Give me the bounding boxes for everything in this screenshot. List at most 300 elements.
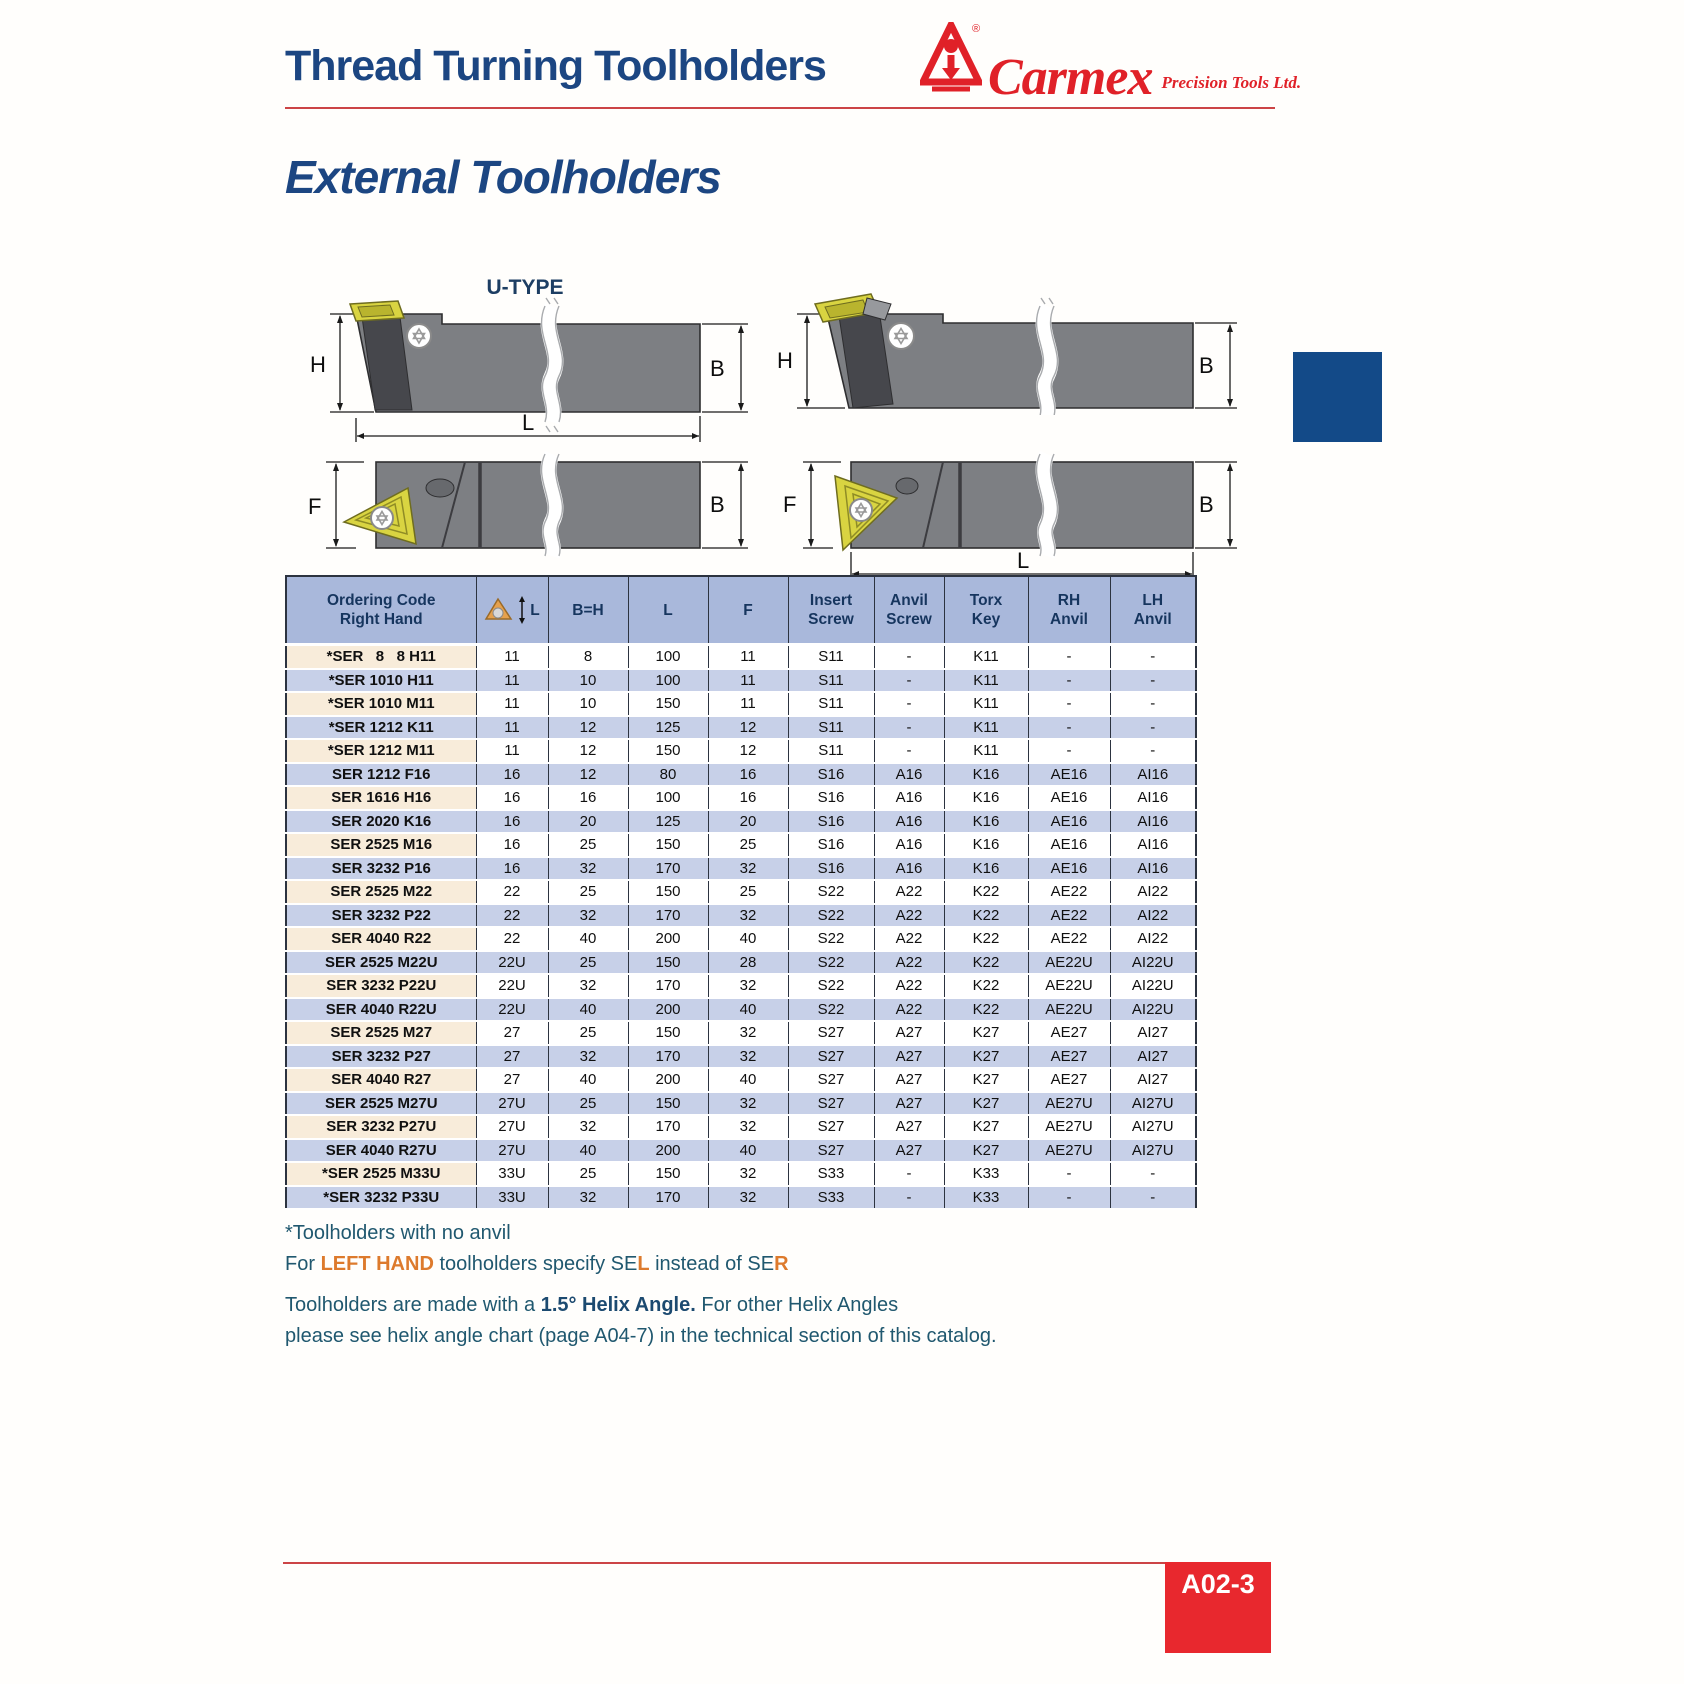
table-row	[286, 716, 1196, 740]
value-cell: AI16	[1110, 857, 1196, 881]
value-cell: 170	[628, 857, 708, 881]
ordering-code-cell: SER 1616 H16	[286, 786, 476, 810]
value-cell: 12	[548, 716, 628, 740]
value-cell: 25	[548, 833, 628, 857]
ordering-code-cell: SER 2525 M22	[286, 880, 476, 904]
ordering-code-cell: SER 2525 M27U	[286, 1092, 476, 1116]
value-cell: S27	[788, 1139, 874, 1163]
value-cell: 40	[708, 927, 788, 951]
value-cell: S27	[788, 1045, 874, 1069]
svg-text:B: B	[710, 356, 725, 381]
value-cell: AI22U	[1110, 998, 1196, 1022]
value-cell: AI22U	[1110, 951, 1196, 975]
torx-screw-icon	[850, 499, 872, 521]
table-row	[286, 1021, 1196, 1045]
value-cell: -	[1110, 1186, 1196, 1210]
value-cell: 150	[628, 880, 708, 904]
section-title: External Toolholders	[285, 151, 721, 203]
value-cell: 170	[628, 1045, 708, 1069]
value-cell: 170	[628, 1186, 708, 1210]
table-row	[286, 645, 1196, 669]
value-cell: AE16	[1028, 833, 1110, 857]
value-cell: 32	[708, 904, 788, 928]
col-header-insert-screw: Insert Screw	[788, 576, 874, 645]
ordering-code-cell: SER 1212 F16	[286, 763, 476, 787]
value-cell: AE22	[1028, 880, 1110, 904]
value-cell: 25	[548, 1092, 628, 1116]
value-cell: 170	[628, 974, 708, 998]
value-cell: -	[874, 645, 944, 669]
col-header-rh-anvil: RH Anvil	[1028, 576, 1110, 645]
table-row	[286, 1045, 1196, 1069]
value-cell: AE16	[1028, 857, 1110, 881]
value-cell: S11	[788, 645, 874, 669]
value-cell: -	[1028, 1162, 1110, 1186]
value-cell: -	[1110, 669, 1196, 693]
value-cell: 10	[548, 692, 628, 716]
toolholder-body	[851, 462, 1193, 548]
value-cell: S27	[788, 1115, 874, 1139]
value-cell: S27	[788, 1092, 874, 1116]
svg-text:L: L	[522, 410, 535, 435]
value-cell: 25	[548, 1021, 628, 1045]
svg-text:H: H	[777, 348, 793, 373]
value-cell: 40	[548, 1068, 628, 1092]
b-dimension	[702, 324, 748, 412]
screw-hole	[426, 479, 454, 497]
value-cell: 170	[628, 1115, 708, 1139]
table-row	[286, 998, 1196, 1022]
note-no-anvil: *Toolholders with no anvil	[285, 1222, 511, 1244]
value-cell: K16	[944, 810, 1028, 834]
value-cell: AI22	[1110, 880, 1196, 904]
value-cell: A22	[874, 880, 944, 904]
value-cell: S11	[788, 692, 874, 716]
value-cell: -	[874, 739, 944, 763]
ordering-code-cell: *SER 1010 M11	[286, 692, 476, 716]
value-cell: AE16	[1028, 810, 1110, 834]
value-cell: 11	[708, 669, 788, 693]
page-number-badge	[1165, 1562, 1271, 1653]
ordering-code-cell: SER 4040 R27	[286, 1068, 476, 1092]
value-cell: 200	[628, 998, 708, 1022]
value-cell: K22	[944, 927, 1028, 951]
value-cell: AI16	[1110, 833, 1196, 857]
value-cell: -	[1110, 692, 1196, 716]
value-cell: K27	[944, 1139, 1028, 1163]
value-cell: AE27	[1028, 1021, 1110, 1045]
col-header-bh: B=H	[548, 576, 628, 645]
value-cell: 100	[628, 786, 708, 810]
col-header-lh-anvil: LH Anvil	[1110, 576, 1196, 645]
value-cell: AE22	[1028, 904, 1110, 928]
value-cell: 27U	[476, 1092, 548, 1116]
ordering-code-cell: *SER 1010 H11	[286, 669, 476, 693]
value-cell: -	[1028, 645, 1110, 669]
value-cell: AE16	[1028, 786, 1110, 810]
value-cell: S22	[788, 974, 874, 998]
carmex-logo	[920, 22, 1302, 107]
value-cell: 11	[708, 645, 788, 669]
value-cell: 125	[628, 810, 708, 834]
blue-corner-marker	[1293, 352, 1382, 442]
note-segment: instead of SE	[649, 1253, 775, 1275]
page-number: A02-3	[1181, 1569, 1255, 1599]
value-cell: 100	[628, 645, 708, 669]
value-cell: AI27U	[1110, 1092, 1196, 1116]
value-cell: AI27	[1110, 1045, 1196, 1069]
table-row	[286, 810, 1196, 834]
ordering-code-cell: SER 3232 P27U	[286, 1115, 476, 1139]
value-cell: K16	[944, 833, 1028, 857]
value-cell: -	[1110, 739, 1196, 763]
value-cell: -	[1028, 739, 1110, 763]
value-cell: K16	[944, 857, 1028, 881]
value-cell: 11	[476, 645, 548, 669]
value-cell: AE27	[1028, 1068, 1110, 1092]
b-dimension	[702, 462, 748, 548]
footer-rule	[283, 1562, 1165, 1564]
value-cell: K33	[944, 1186, 1028, 1210]
ordering-code-cell: *SER 8 8 H11	[286, 645, 476, 669]
value-cell: 12	[548, 763, 628, 787]
b-dimension	[1195, 323, 1237, 408]
note-segment: toolholders specify SE	[433, 1253, 638, 1275]
utype-label: U-TYPE	[486, 276, 564, 299]
value-cell: 33U	[476, 1162, 548, 1186]
note-segment: 1.5° Helix Angle.	[540, 1294, 696, 1316]
value-cell: AE16	[1028, 763, 1110, 787]
value-cell: 32	[708, 1021, 788, 1045]
value-cell: K22	[944, 880, 1028, 904]
value-cell: 32	[708, 974, 788, 998]
value-cell: 40	[548, 998, 628, 1022]
value-cell: AI22	[1110, 904, 1196, 928]
value-cell: A16	[874, 786, 944, 810]
note-segment: L	[637, 1253, 650, 1275]
value-cell: 27U	[476, 1139, 548, 1163]
table-row	[286, 880, 1196, 904]
side-view-drawing-left	[300, 292, 755, 447]
f-dimension	[783, 462, 841, 548]
note-segment: For other Helix Angles	[695, 1294, 899, 1316]
value-cell: A16	[874, 857, 944, 881]
f-dimension	[308, 462, 364, 548]
value-cell: A22	[874, 927, 944, 951]
ordering-code-cell: SER 3232 P27	[286, 1045, 476, 1069]
col-header-l: L	[628, 576, 708, 645]
value-cell: A22	[874, 951, 944, 975]
table-row	[286, 692, 1196, 716]
value-cell: 40	[548, 927, 628, 951]
brand-name: Carmex	[988, 49, 1153, 107]
value-cell: AI16	[1110, 810, 1196, 834]
table-row	[286, 763, 1196, 787]
svg-text:B: B	[1199, 492, 1214, 517]
value-cell: -	[874, 1162, 944, 1186]
col-header-f: F	[708, 576, 788, 645]
value-cell: -	[874, 692, 944, 716]
table-row	[286, 669, 1196, 693]
value-cell: -	[1028, 716, 1110, 740]
svg-text:H: H	[310, 352, 326, 377]
value-cell: AI27U	[1110, 1115, 1196, 1139]
value-cell: 32	[708, 1162, 788, 1186]
value-cell: 22U	[476, 998, 548, 1022]
value-cell: S22	[788, 880, 874, 904]
svg-text:F: F	[783, 492, 797, 517]
page-title: Thread Turning Toolholders	[285, 42, 826, 90]
value-cell: K16	[944, 786, 1028, 810]
toolholder-table-head-row	[286, 576, 1196, 645]
ordering-code-cell: SER 4040 R22	[286, 927, 476, 951]
table-row	[286, 833, 1196, 857]
value-cell: 150	[628, 1021, 708, 1045]
value-cell: 170	[628, 904, 708, 928]
ordering-code-cell: SER 2020 K16	[286, 810, 476, 834]
value-cell: A27	[874, 1115, 944, 1139]
value-cell: 100	[628, 669, 708, 693]
value-cell: 27U	[476, 1115, 548, 1139]
footnotes	[285, 1220, 997, 1354]
value-cell: K27	[944, 1068, 1028, 1092]
value-cell: 11	[708, 692, 788, 716]
ordering-code-cell: SER 2525 M27	[286, 1021, 476, 1045]
value-cell: S22	[788, 927, 874, 951]
value-cell: 150	[628, 833, 708, 857]
note-segment: LEFT HAND	[320, 1253, 434, 1275]
value-cell: K27	[944, 1092, 1028, 1116]
table-row	[286, 904, 1196, 928]
value-cell: A27	[874, 1021, 944, 1045]
value-cell: 10	[548, 669, 628, 693]
value-cell: S11	[788, 669, 874, 693]
value-cell: A27	[874, 1092, 944, 1116]
top-view-drawing-right	[775, 448, 1245, 588]
value-cell: 32	[708, 1092, 788, 1116]
toolholder-body	[376, 462, 700, 548]
value-cell: -	[874, 1186, 944, 1210]
value-cell: 32	[548, 1115, 628, 1139]
screw-hole	[896, 478, 918, 494]
value-cell: 20	[708, 810, 788, 834]
table-row	[286, 1092, 1196, 1116]
ordering-code-cell: SER 2525 M22U	[286, 951, 476, 975]
toolholder-table-body	[286, 645, 1196, 1210]
value-cell: 12	[708, 716, 788, 740]
ordering-code-cell: SER 3232 P22U	[286, 974, 476, 998]
value-cell: 200	[628, 1068, 708, 1092]
value-cell: 12	[548, 739, 628, 763]
value-cell: 22	[476, 927, 548, 951]
value-cell: 11	[476, 692, 548, 716]
value-cell: 200	[628, 927, 708, 951]
value-cell: S16	[788, 763, 874, 787]
value-cell: K11	[944, 739, 1028, 763]
value-cell: -	[1110, 716, 1196, 740]
value-cell: 27	[476, 1045, 548, 1069]
value-cell: 150	[628, 739, 708, 763]
table-row	[286, 927, 1196, 951]
svg-text:B: B	[1199, 353, 1214, 378]
toolholder-table	[285, 575, 1197, 1210]
value-cell: 25	[548, 880, 628, 904]
value-cell: 32	[708, 1045, 788, 1069]
value-cell: K22	[944, 998, 1028, 1022]
ordering-code-cell: *SER 2525 M33U	[286, 1162, 476, 1186]
table-row	[286, 1139, 1196, 1163]
value-cell: AE22U	[1028, 951, 1110, 975]
svg-text:L: L	[1017, 548, 1030, 573]
value-cell: 25	[548, 1162, 628, 1186]
value-cell: -	[874, 716, 944, 740]
value-cell: S16	[788, 833, 874, 857]
value-cell: AE22U	[1028, 974, 1110, 998]
value-cell: S22	[788, 904, 874, 928]
table-row	[286, 951, 1196, 975]
value-cell: 125	[628, 716, 708, 740]
value-cell: AE22	[1028, 927, 1110, 951]
side-view-drawing-right	[775, 290, 1245, 415]
value-cell: 40	[708, 1068, 788, 1092]
table-row	[286, 857, 1196, 881]
value-cell: 32	[548, 1186, 628, 1210]
col-header-torx-key: Torx Key	[944, 576, 1028, 645]
value-cell: 32	[708, 1115, 788, 1139]
value-cell: 22U	[476, 951, 548, 975]
table-row	[286, 1068, 1196, 1092]
col-header-anvil-screw: Anvil Screw	[874, 576, 944, 645]
value-cell: 16	[476, 810, 548, 834]
value-cell: AE22U	[1028, 998, 1110, 1022]
value-cell: A22	[874, 974, 944, 998]
value-cell: 16	[708, 763, 788, 787]
insert-size-icon	[484, 597, 514, 623]
value-cell: 80	[628, 763, 708, 787]
value-cell: S27	[788, 1021, 874, 1045]
value-cell: 16	[708, 786, 788, 810]
value-cell: A27	[874, 1045, 944, 1069]
value-cell: 11	[476, 739, 548, 763]
value-cell: A16	[874, 810, 944, 834]
value-cell: AI27	[1110, 1068, 1196, 1092]
brand-tagline: Precision Tools Ltd.	[1161, 73, 1302, 92]
col-header-ordering-code: Ordering Code Right Hand	[286, 576, 476, 645]
torx-screw-icon	[888, 323, 914, 349]
value-cell: AE27U	[1028, 1092, 1110, 1116]
value-cell: 40	[708, 998, 788, 1022]
table-row	[286, 1162, 1196, 1186]
value-cell: 150	[628, 1162, 708, 1186]
value-cell: 25	[708, 880, 788, 904]
ordering-code-cell: SER 4040 R22U	[286, 998, 476, 1022]
value-cell: 11	[476, 716, 548, 740]
torx-screw-icon	[407, 324, 431, 348]
value-cell: 32	[708, 857, 788, 881]
carmex-logo-icon	[920, 22, 982, 102]
value-cell: S22	[788, 951, 874, 975]
table-row	[286, 1115, 1196, 1139]
value-cell: -	[1110, 645, 1196, 669]
value-cell: K33	[944, 1162, 1028, 1186]
value-cell: 22U	[476, 974, 548, 998]
note-helix-chart: please see helix angle chart (page A04-7) in the technical section of this catalog.	[285, 1325, 997, 1347]
title-rule	[285, 107, 1275, 109]
value-cell: AI22	[1110, 927, 1196, 951]
value-cell: K16	[944, 763, 1028, 787]
note-segment: For	[285, 1253, 321, 1275]
value-cell: 32	[708, 1186, 788, 1210]
table-row	[286, 786, 1196, 810]
ordering-code-cell: *SER 1212 M11	[286, 739, 476, 763]
value-cell: -	[874, 669, 944, 693]
ordering-code-cell: SER 3232 P16	[286, 857, 476, 881]
value-cell: 22	[476, 880, 548, 904]
value-cell: 8	[548, 645, 628, 669]
value-cell: S33	[788, 1186, 874, 1210]
note-left-hand	[285, 1251, 997, 1277]
value-cell: S16	[788, 857, 874, 881]
value-cell: 25	[708, 833, 788, 857]
value-cell: AI27U	[1110, 1139, 1196, 1163]
svg-text:F: F	[308, 494, 322, 519]
table-row	[286, 1186, 1196, 1210]
table-row	[286, 974, 1196, 998]
value-cell: 16	[476, 786, 548, 810]
value-cell: 40	[708, 1139, 788, 1163]
value-cell: 20	[548, 810, 628, 834]
ordering-code-cell: SER 2525 M16	[286, 833, 476, 857]
svg-text:B: B	[710, 492, 725, 517]
l-dimension	[356, 410, 700, 442]
value-cell: S22	[788, 998, 874, 1022]
value-cell: AE27	[1028, 1045, 1110, 1069]
value-cell: 150	[628, 951, 708, 975]
col-header-insert-size: L	[476, 576, 548, 645]
value-cell: AI16	[1110, 763, 1196, 787]
value-cell: K27	[944, 1115, 1028, 1139]
value-cell: -	[1028, 669, 1110, 693]
value-cell: -	[1110, 1162, 1196, 1186]
value-cell: 28	[708, 951, 788, 975]
table-row	[286, 739, 1196, 763]
value-cell: AI27	[1110, 1021, 1196, 1045]
value-cell: K22	[944, 951, 1028, 975]
value-cell: 16	[548, 786, 628, 810]
value-cell: 22	[476, 904, 548, 928]
value-cell: AI22U	[1110, 974, 1196, 998]
b-dimension	[1195, 462, 1237, 548]
value-cell: -	[1028, 692, 1110, 716]
l-arrow-icon	[517, 594, 527, 626]
value-cell: -	[1028, 1186, 1110, 1210]
value-cell: 32	[548, 974, 628, 998]
value-cell: 25	[548, 951, 628, 975]
value-cell: 32	[548, 857, 628, 881]
value-cell: 200	[628, 1139, 708, 1163]
top-view-drawing-left	[300, 448, 755, 558]
value-cell: K11	[944, 645, 1028, 669]
value-cell: S16	[788, 786, 874, 810]
value-cell: S33	[788, 1162, 874, 1186]
value-cell: A16	[874, 763, 944, 787]
value-cell: A27	[874, 1139, 944, 1163]
value-cell: K11	[944, 716, 1028, 740]
value-cell: 16	[476, 833, 548, 857]
value-cell: 32	[548, 904, 628, 928]
note-segment: R	[774, 1253, 789, 1275]
value-cell: 32	[548, 1045, 628, 1069]
